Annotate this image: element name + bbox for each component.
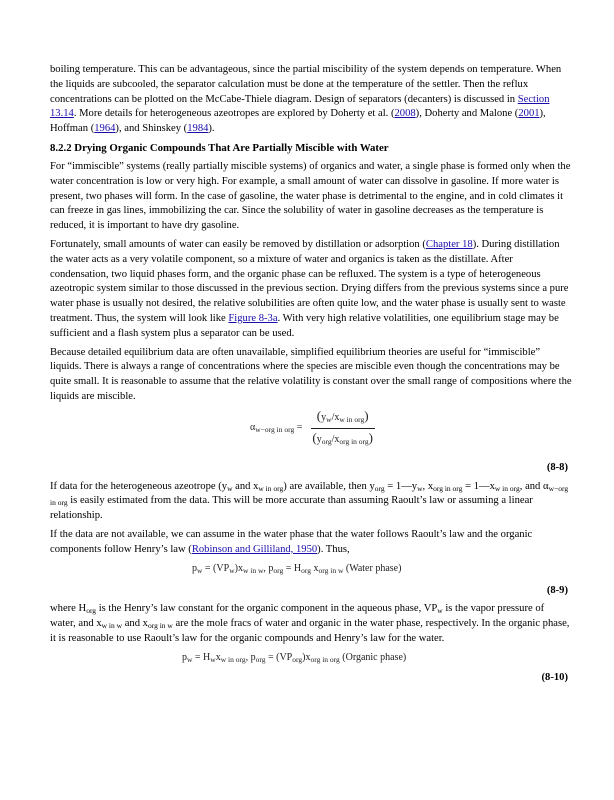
paragraph-if-not-available: If the data are not available, we can assume in the water phase that the water follows Raoult’s law and the organic components follow Henry’s law (Robinson and Gilliland, 1950). Thus, xyxy=(50,528,533,555)
text: ). During distillation the water acts as a very volatile component, so a mixture of water and organics is taken as the distillate. After condensation, two liquid phases form, and the organic phase can be refluxed. The system is a type of heterogeneous azeotropic system similar to those discussed in the previous section. Drying differs from the previous systems since a pure water phase is usually not desired, the relative solubilities are often quite low, and the water phase is usually sent to waste treatment. Thus, the system will look like xyxy=(50,238,569,324)
equation-8-9: $p_w = (VP_w)x_{w in w}$, $p_{org} = H_{org}$ $x_{org in w}$ (Water phase) xyxy=(192,562,402,575)
text: ). xyxy=(208,123,215,135)
paragraph-intro xyxy=(50,63,572,137)
link-shinskey-1984[interactable]: 1984 xyxy=(187,123,209,135)
text: . More details for heterogeneous azeotropes are explored by Doherty et al. ( xyxy=(73,108,395,120)
text: ), and Shinskey ( xyxy=(115,123,188,135)
section-heading: 8.2.2 Drying Organic Compounds That Are Partially Miscible with Water xyxy=(50,141,389,154)
paragraph-if-data: If data for the heterogeneous azeotrope ($y_w$ and $x_{w in org}$) are available, then $y_{org}$ = $1—y_w$, $x_{org in org}$ = $1—x_{w in org}$, and $\alpha_{w-org in org}$ is easily estimated from the data. This will be more accurate than assuming Raoult’s law or assuming a linear relationship. xyxy=(50,480,569,522)
equation-number-8-10: (8-10) xyxy=(541,671,568,683)
equation-numerator: $(y_w/x_{w in org})$ xyxy=(311,409,375,429)
equation-number-8-8: (8-8) xyxy=(546,461,568,473)
text: boiling temperature. This can be advantageous, since the partial miscibility of the system depends on temperature. When the liquids are subcooled, the separator calculation must be done at the temperature of the settler. Then the reflux concentrations can be plotted on the McCabe-Thiele diagram. Design of separators (decanters) is discussed in xyxy=(50,64,562,105)
link-chapter-18[interactable]: Chapter 18 xyxy=(425,238,473,250)
paragraph-fortunately xyxy=(50,238,572,342)
equation-8-10: $p_w = H_wx_{w in org}$, $p_{org} = (VP_{org})x_{org in org}$ (Organic phase) xyxy=(182,651,407,664)
paragraph-where: where $H_{org}$ is the Henry’s law constant for the organic component in the aqueous phase, $VP_w$ is the vapor pressure of water, and $x_{w in w}$ and $x_{org in w}$ are the mole fracs of water and organic in the water phase, respectively. In the organic phase, it is reasonable to use Raoult’s law for the organic compounds and Henry’s law for the water. xyxy=(50,603,570,644)
link-doherty-2008[interactable]: 2008 xyxy=(394,108,416,120)
equation-8-8 xyxy=(50,409,572,461)
link-doherty-malone-2001[interactable]: 2001 xyxy=(518,108,540,120)
equation-lhs: $\alpha_{w-org in org}$ = xyxy=(250,421,303,434)
paragraph-immiscible: For “immiscible” systems (really partially miscible systems) of organics and water, a single phase is formed only when the water concentration is low or very high. For example, a small amount of water can dissolve in gasoline. If more water is present, two phases will form. In the case of gasoline, the water phase is detrimental to the engine, and in cold climates it can freeze in gas lines, immobilizing the car. Since the solubility of water in gasoline decreases as the temperature is reduced, it is important to have dry gasoline. xyxy=(50,160,571,232)
equation-number-8-9: (8-9) xyxy=(546,584,568,596)
link-section-13-14[interactable]: Section 13.14 xyxy=(50,93,550,120)
text: Fortunately, small amounts of water can easily be removed by distillation or adsorption ( xyxy=(50,238,426,250)
document-page xyxy=(50,63,572,690)
text: ), Doherty and Malone ( xyxy=(415,108,519,120)
text: ), Hoffman ( xyxy=(50,108,546,135)
text: . With very high relative volatilities, one equilibrium stage may be sufficient and a flash system plus a separator can be used. xyxy=(50,312,559,339)
equation-denominator: $(y_{org}/x_{org in org})$ xyxy=(312,429,374,446)
link-figure-8-3a[interactable]: Figure 8-3a xyxy=(228,312,278,324)
paragraph-because: Because detailed equilibrium data are often unavailable, simplified equilibrium theories are useful for “immiscible” liquids. There is always a range of concentrations where the species are miscible even though the concentrations may be quite small. It is reasonable to assume that the relative volatility is constant over the small range of compositions where the liquids are miscible. xyxy=(50,346,572,402)
link-hoffman-1964[interactable]: 1964 xyxy=(94,123,116,135)
equation-fraction xyxy=(306,409,379,448)
link-robinson-gilliland-1950[interactable]: Robinson and Gilliland, 1950 xyxy=(191,543,318,555)
